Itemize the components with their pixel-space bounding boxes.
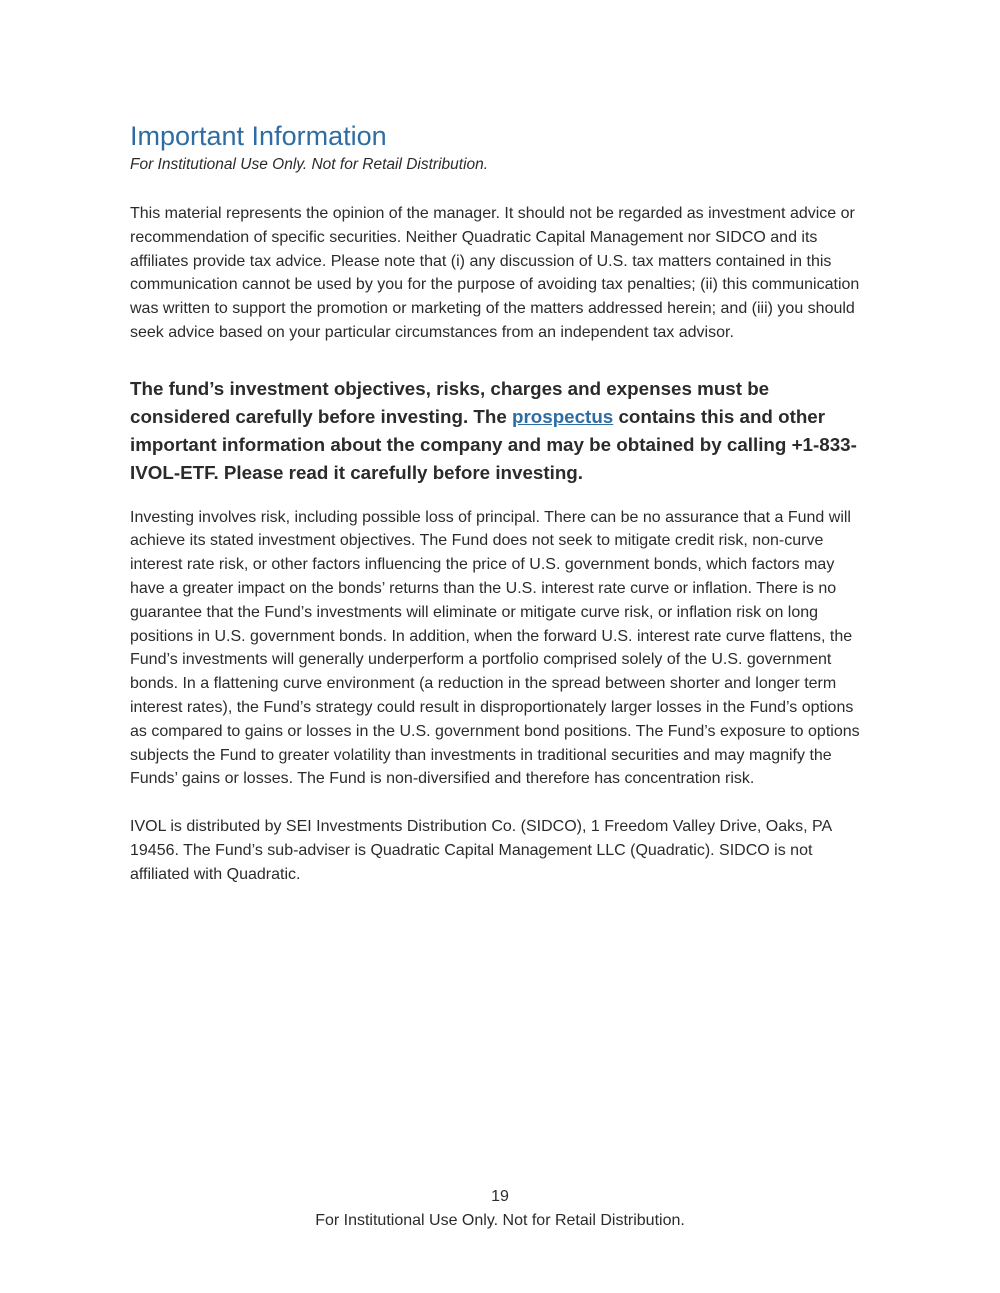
footer-note: For Institutional Use Only. Not for Retail Distribution. <box>315 1212 685 1229</box>
prospectus-notice-lead: The fund’s investment objectives, risks, charges and expenses must be considered carefully before investing. The <box>130 377 770 427</box>
page-title: Important Information <box>130 121 387 151</box>
prospectus-link[interactable]: prospectus <box>512 405 614 427</box>
document-page <box>130 118 870 887</box>
prospectus-notice <box>130 375 870 487</box>
risk-paragraph: Investing involves risk, including possible loss of principal. There can be no assurance that a Fund will achieve its stated investment objectives. The Fund does not seek to mitigate credit risk, non-curve interest rate risk, or other factors influencing the price of U.S. government bonds, which factors may have a greater impact on the bonds’ returns than the U.S. interest rate curve or inflation. There is no guarantee that the Fund’s investments will eliminate or mitigate curve risk, or inflation risk on long positions in U.S. government bonds. In addition, when the forward U.S. interest rate curve flattens, the Fund’s investments will generally underperform a portfolio comprised solely of the U.S. government bonds. In a flattening curve environment (a reduction in the spread between shorter and longer term interest rates), the Fund’s strategy could result in disproportionately larger losses in the Fund’s options as compared to gains or losses in the U.S. government bond positions. The Fund’s exposure to options subjects the Fund to greater volatility than investments in traditional securities and may magnify the Funds’ gains or losses. The Fund is non-diversified and therefore has concentration risk. <box>130 508 860 788</box>
distributor-paragraph: IVOL is distributed by SEI Investments Distribution Co. (SIDCO), 1 Freedom Valley Drive, Oaks, PA 19456. The Fund’s sub-adviser is Quadratic Capital Management LLC (Quadratic). SIDCO is not affiliated with Quadratic. <box>130 818 832 883</box>
prospectus-notice-tail: contains this and other important information about the company and may be obtained by calling +1-833-IVOL-ETF. Please read it carefully before investing. <box>130 405 857 483</box>
page-subtitle: For Institutional Use Only. Not for Retail Distribution. <box>130 156 489 173</box>
page-number: 19 <box>491 1188 509 1205</box>
disclaimer-paragraph: This material represents the opinion of the manager. It should not be regarded as investment advice or recommendation of specific securities. Neither Quadratic Capital Management nor SIDCO and its affiliates provide tax advice. Please note that (i) any discussion of U.S. tax matters contained in this communication cannot be used by you for the purpose of avoiding tax penalties; (ii) this communication was written to support the promotion or marketing of the matters addressed herein; and (iii) you should seek advice based on your particular circumstances from an independent tax advisor. <box>130 205 860 341</box>
